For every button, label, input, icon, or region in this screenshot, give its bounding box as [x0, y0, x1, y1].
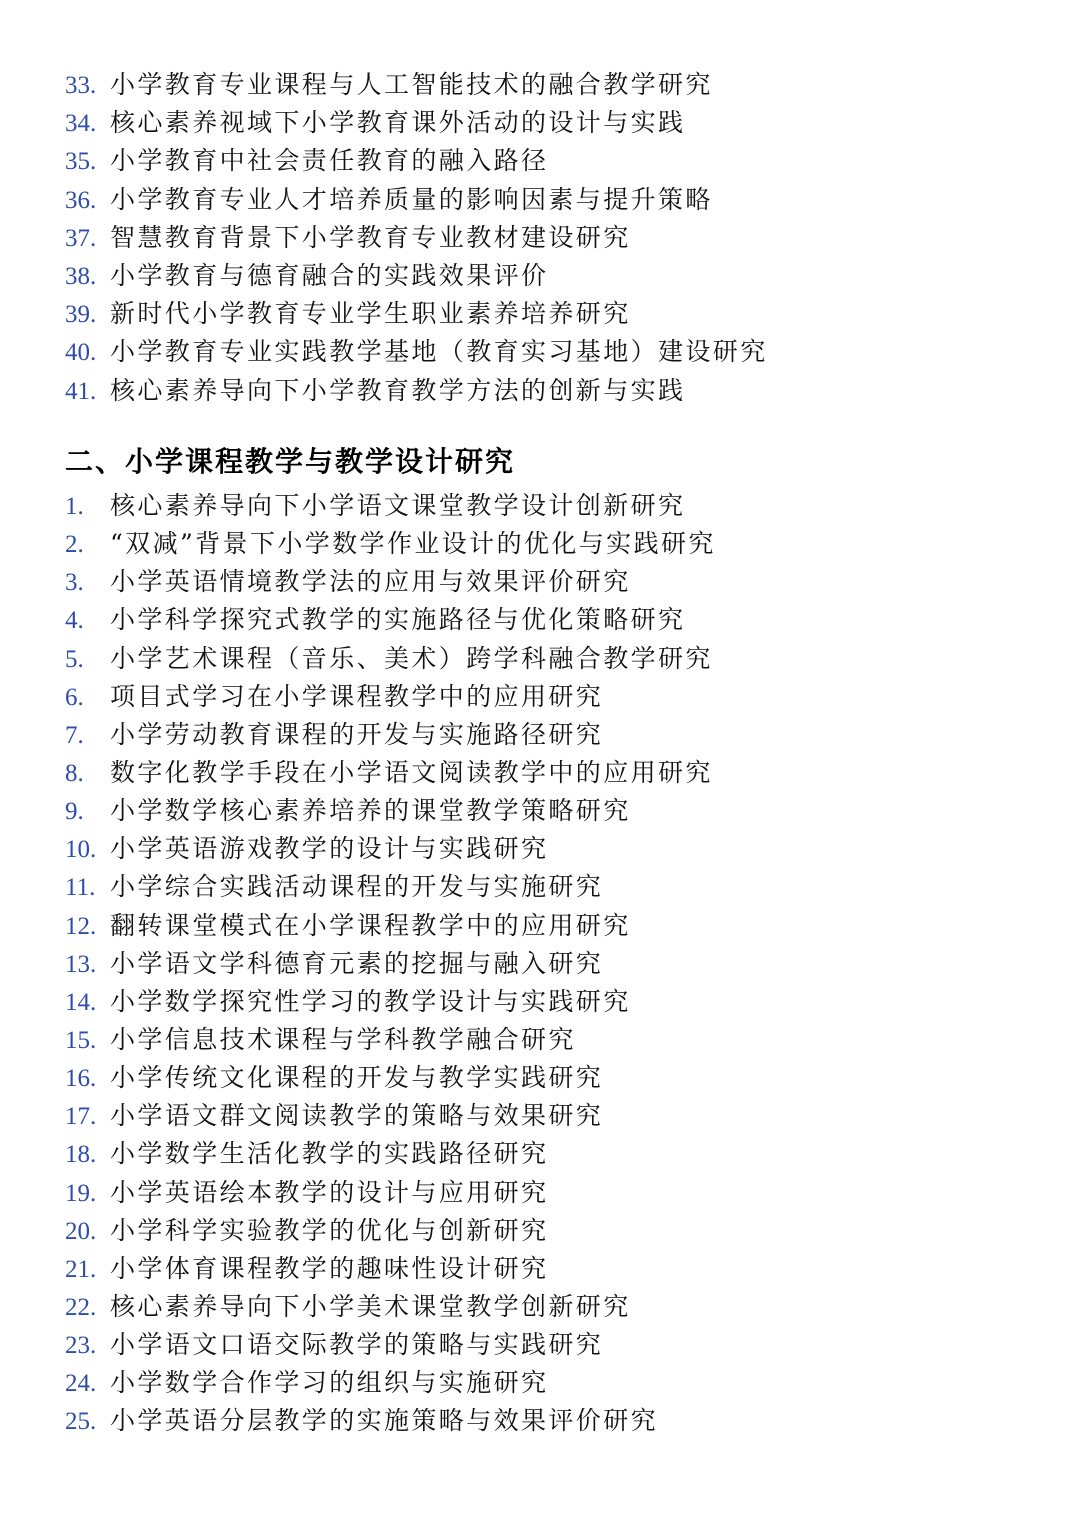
- item-number: 2.: [65, 531, 84, 559]
- item-text: 小学劳动教育课程的开发与实施路径研究: [110, 719, 604, 749]
- list-item: [65, 1250, 716, 1288]
- item-number: 36.: [65, 186, 97, 214]
- item-text: “双减”背景下小学数学作业设计的优化与实践研究: [110, 529, 716, 559]
- item-text: 小学语文群文阅读教学的策略与效果研究: [110, 1101, 604, 1131]
- item-text: 小学语文学科德育元素的挖掘与融入研究: [110, 948, 604, 978]
- item-text: 小学教育专业实践教学基地（教育实习基地）建设研究: [110, 337, 768, 367]
- list-item: [65, 830, 716, 868]
- list-item: [65, 601, 716, 639]
- item-text: 小学教育与德育融合的实践效果评价: [110, 260, 549, 290]
- item-text: 小学信息技术课程与学科教学融合研究: [110, 1024, 576, 1054]
- list-item: [65, 525, 716, 563]
- list-item: [65, 983, 716, 1021]
- item-text: 项目式学习在小学课程教学中的应用研究: [110, 681, 604, 711]
- item-number: 39.: [65, 301, 97, 329]
- item-text: 小学科学实验教学的优化与创新研究: [110, 1215, 549, 1245]
- item-text: 核心素养导向下小学美术课堂教学创新研究: [110, 1291, 631, 1321]
- list-item: [65, 1212, 716, 1250]
- item-text: 翻转课堂模式在小学课程教学中的应用研究: [110, 910, 631, 940]
- item-number: 38.: [65, 262, 97, 290]
- item-number: 37.: [65, 224, 97, 252]
- item-text: 小学英语绘本教学的设计与应用研究: [110, 1177, 549, 1207]
- list-item: [65, 66, 768, 104]
- list-item: [65, 1402, 716, 1440]
- list-item: [65, 563, 716, 601]
- item-text: 小学综合实践活动课程的开发与实施研究: [110, 872, 604, 902]
- list-item: [65, 487, 716, 525]
- item-number: 35.: [65, 148, 97, 176]
- item-text: 小学英语分层教学的实施策略与效果评价研究: [110, 1406, 659, 1436]
- item-text: 小学体育课程教学的趣味性设计研究: [110, 1253, 549, 1283]
- list-item: [65, 1288, 716, 1326]
- item-number: 3.: [65, 569, 84, 597]
- item-text: 新时代小学教育专业学生职业素养培养研究: [110, 299, 631, 329]
- list-item: [65, 181, 768, 219]
- item-number: 11.: [65, 874, 96, 902]
- item-number: 12.: [65, 912, 97, 940]
- item-number: 20.: [65, 1217, 97, 1245]
- item-text: 核心素养视域下小学教育课外活动的设计与实践: [110, 108, 686, 138]
- topic-list-section-2: [65, 487, 716, 1441]
- item-text: 小学数学合作学习的组织与实施研究: [110, 1368, 549, 1398]
- item-number: 25.: [65, 1408, 97, 1436]
- item-number: 4.: [65, 607, 84, 635]
- item-number: 1.: [65, 493, 84, 520]
- item-number: 14.: [65, 988, 97, 1016]
- item-text: 小学语文口语交际教学的策略与实践研究: [110, 1330, 604, 1360]
- list-item: [65, 295, 768, 333]
- item-text: 小学英语情境教学法的应用与效果评价研究: [110, 567, 631, 597]
- item-number: 41.: [65, 377, 97, 405]
- list-item: [65, 907, 716, 945]
- list-item: [65, 219, 768, 257]
- item-number: 5.: [65, 645, 84, 673]
- item-number: 9.: [65, 798, 84, 826]
- item-number: 15.: [65, 1026, 97, 1054]
- item-number: 7.: [65, 721, 84, 749]
- list-item: [65, 792, 716, 830]
- list-item: [65, 257, 768, 295]
- item-number: 17.: [65, 1103, 97, 1131]
- list-item: [65, 372, 768, 410]
- list-item: [65, 1097, 716, 1135]
- item-text: 小学教育专业课程与人工智能技术的融合教学研究: [110, 70, 713, 99]
- item-number: 34.: [65, 110, 97, 138]
- item-number: 33.: [65, 72, 97, 99]
- item-text: 核心素养导向下小学语文课堂教学设计创新研究: [110, 491, 686, 520]
- item-number: 23.: [65, 1332, 97, 1360]
- item-text: 小学艺术课程（音乐、美术）跨学科融合教学研究: [110, 643, 713, 673]
- item-number: 8.: [65, 759, 84, 787]
- topic-list-section-1: [65, 66, 768, 410]
- item-number: 6.: [65, 683, 84, 711]
- item-number: 21.: [65, 1255, 97, 1283]
- item-text: 数字化教学手段在小学语文阅读教学中的应用研究: [110, 757, 713, 787]
- item-text: 小学科学探究式教学的实施路径与优化策略研究: [110, 605, 686, 635]
- list-item: [65, 142, 768, 180]
- item-number: 40.: [65, 339, 97, 367]
- list-item: [65, 868, 716, 906]
- item-text: 小学数学生活化教学的实践路径研究: [110, 1139, 549, 1169]
- item-number: 19.: [65, 1179, 97, 1207]
- item-number: 13.: [65, 950, 97, 978]
- list-item: [65, 716, 716, 754]
- list-item: [65, 678, 716, 716]
- list-item: [65, 1021, 716, 1059]
- list-item: [65, 1326, 716, 1364]
- list-item: [65, 640, 716, 678]
- item-number: 24.: [65, 1370, 97, 1398]
- item-text: 智慧教育背景下小学教育专业教材建设研究: [110, 222, 631, 252]
- item-text: 小学英语游戏教学的设计与实践研究: [110, 834, 549, 864]
- item-text: 小学教育中社会责任教育的融入路径: [110, 146, 549, 176]
- list-item: [65, 333, 768, 371]
- list-item: [65, 1059, 716, 1097]
- list-item: [65, 1135, 716, 1173]
- list-item: [65, 104, 768, 142]
- item-text: 核心素养导向下小学教育教学方法的创新与实践: [110, 375, 686, 405]
- section-heading: 二、小学课程教学与教学设计研究: [65, 445, 516, 478]
- item-number: 10.: [65, 836, 97, 864]
- item-text: 小学传统文化课程的开发与教学实践研究: [110, 1063, 604, 1093]
- item-number: 22.: [65, 1293, 97, 1321]
- item-number: 16.: [65, 1065, 97, 1093]
- list-item: [65, 1364, 716, 1402]
- item-text: 小学数学核心素养培养的课堂教学策略研究: [110, 796, 631, 826]
- list-item: [65, 1174, 716, 1212]
- item-number: 18.: [65, 1141, 97, 1169]
- list-item: [65, 754, 716, 792]
- item-text: 小学教育专业人才培养质量的影响因素与提升策略: [110, 184, 713, 214]
- list-item: [65, 945, 716, 983]
- item-text: 小学数学探究性学习的教学设计与实践研究: [110, 986, 631, 1016]
